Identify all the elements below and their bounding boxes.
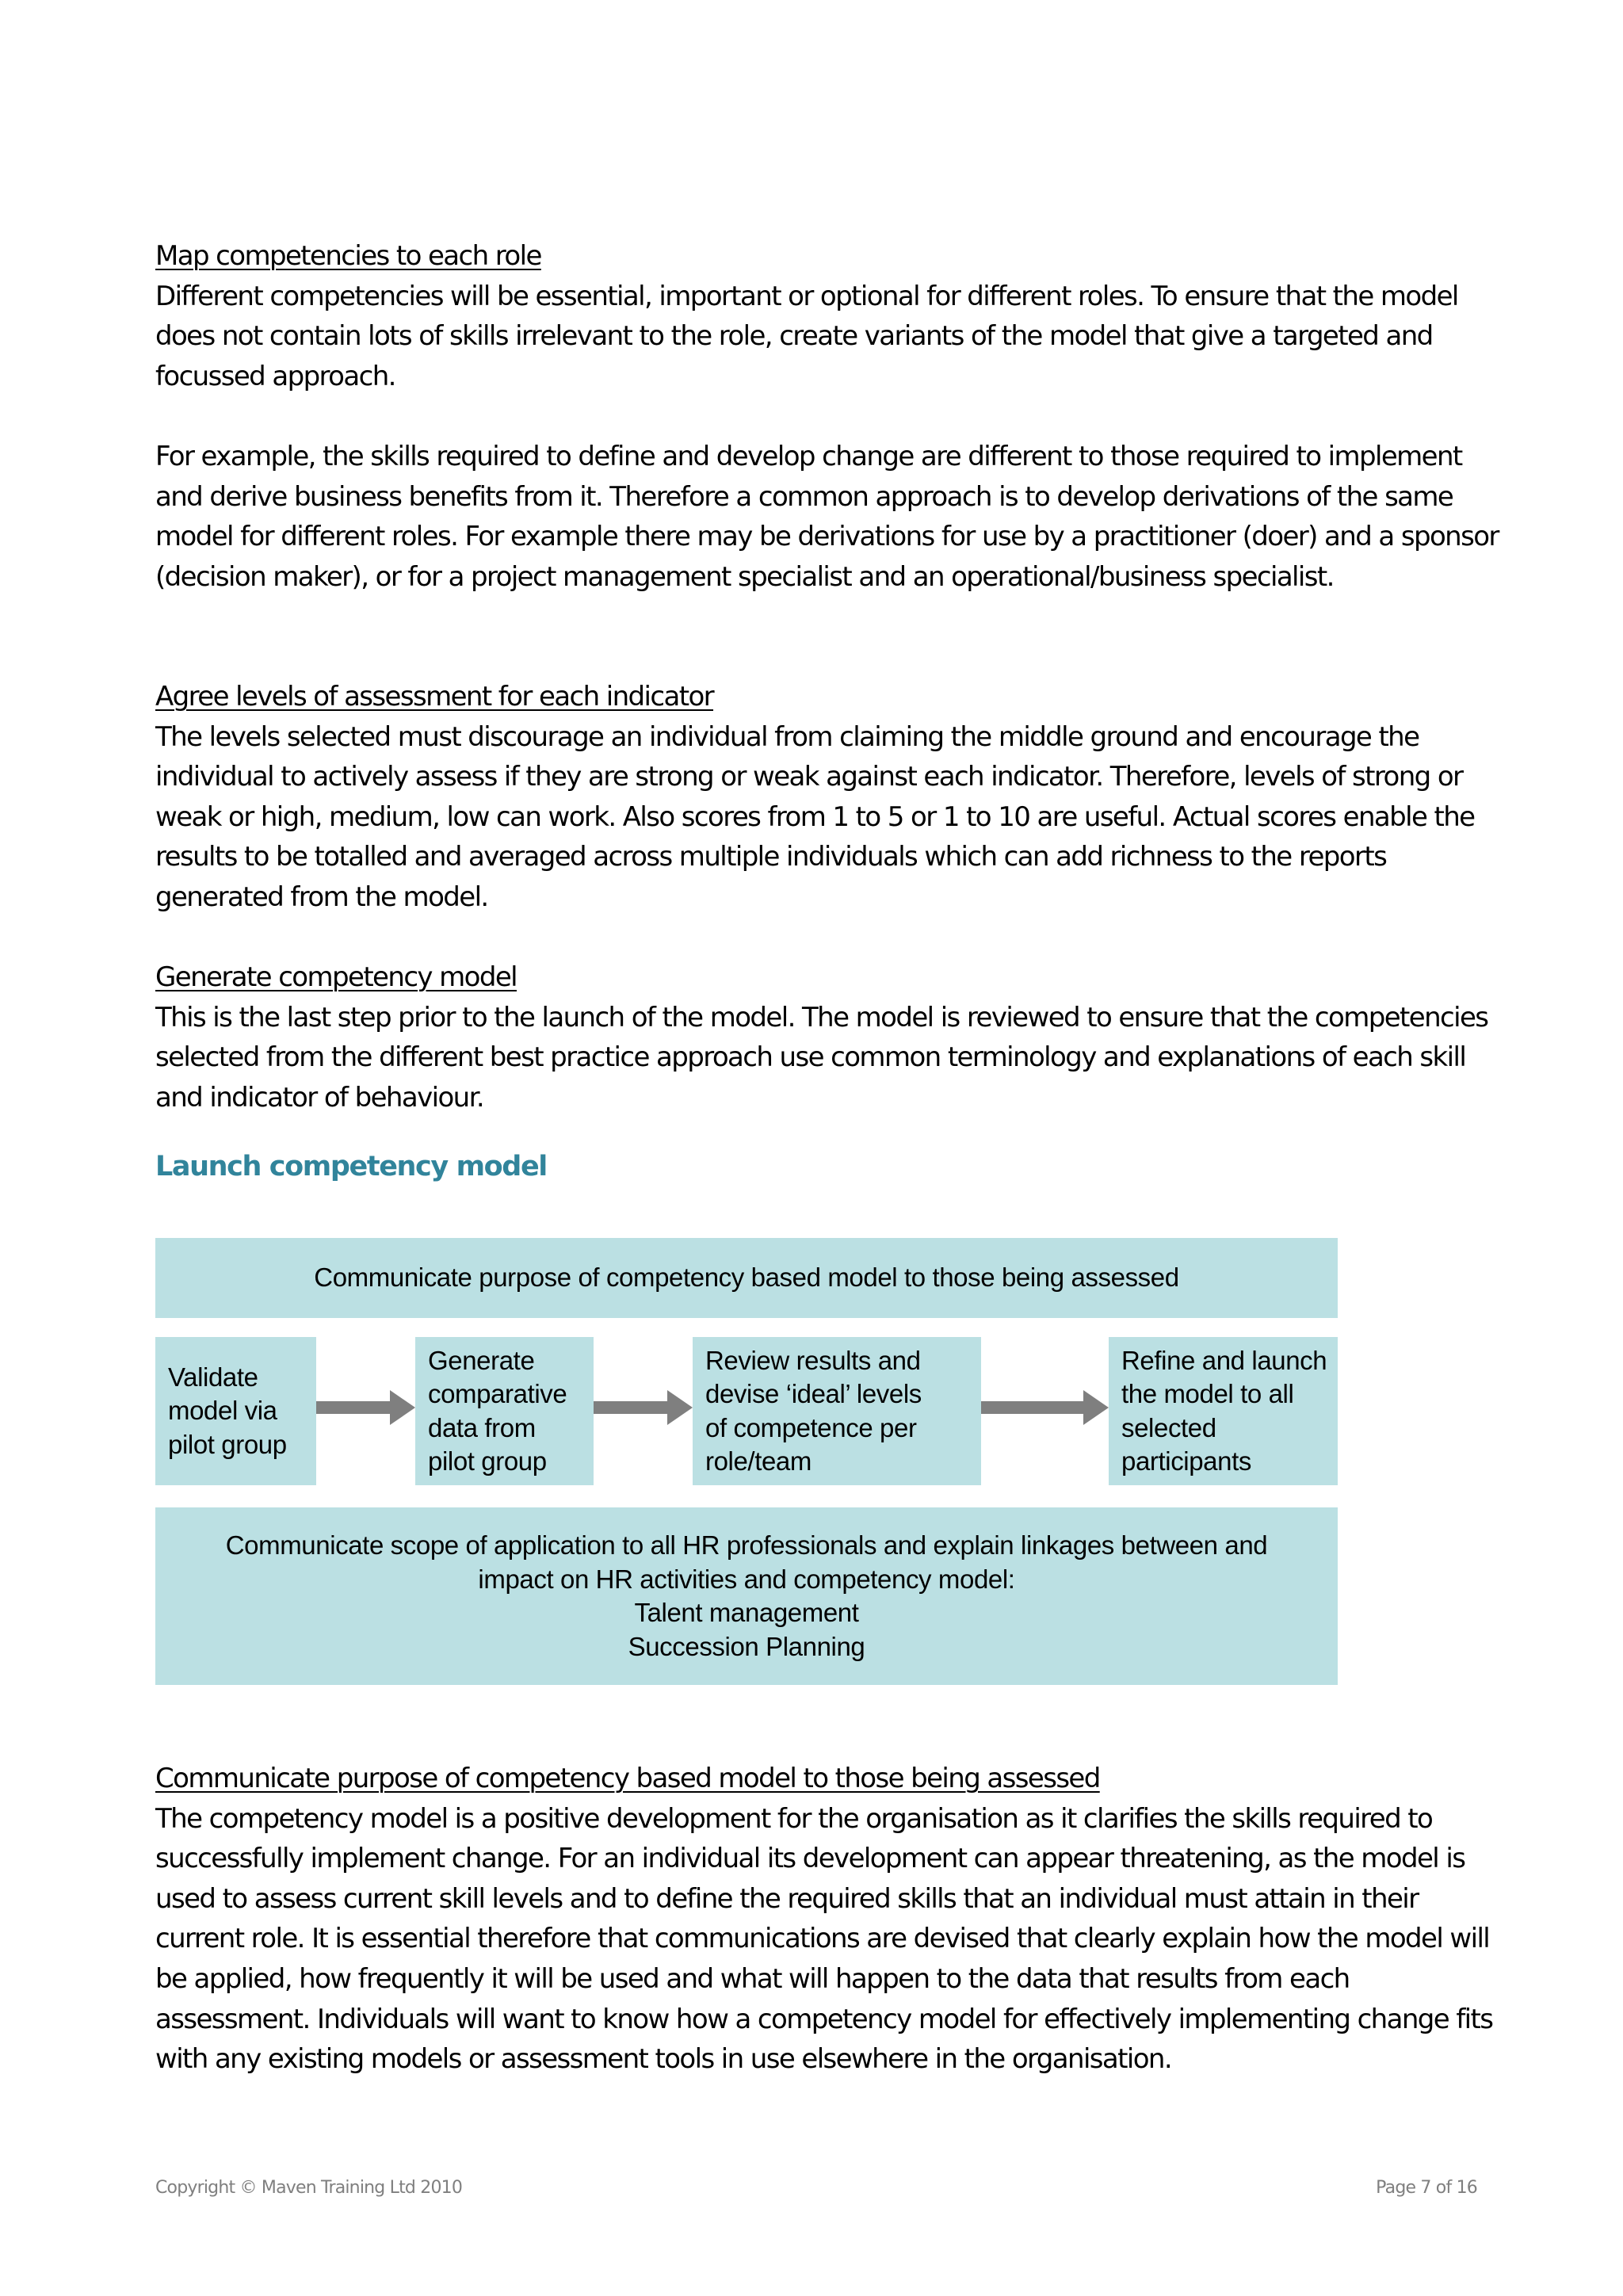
bottom-box-line: Succession Planning: [628, 1631, 865, 1661]
bottom-box-line: Communicate scope of application to all HR professionals and explain linkages between and: [225, 1530, 1268, 1560]
subheading: Generate competency model: [155, 961, 517, 993]
paragraph: This is the last step prior to the launch of the model. The model is reviewed to ensure that the competencies selected from the different best practice approach use common terminology and explanations of each skill and indicator of behaviour.: [155, 1001, 1488, 1114]
diagram-top-box: [155, 1238, 1338, 1318]
step-line: devise ‘ideal’ levels: [705, 1379, 922, 1408]
arrow-right-icon: [981, 1401, 1083, 1414]
step-line: of competence per: [705, 1412, 917, 1442]
step-line: Generate: [428, 1345, 535, 1375]
diagram-step-generate: [415, 1337, 594, 1485]
diagram-step-refine: [1109, 1337, 1338, 1485]
step-line: Refine and launch: [1121, 1345, 1327, 1375]
step-line: the model to all: [1121, 1379, 1294, 1408]
footer-copyright: Copyright © Maven Training Ltd 2010: [155, 2178, 463, 2198]
diagram-top-box-text: Communicate purpose of competency based model to those being assessed: [314, 1263, 1179, 1293]
step-line: model via: [168, 1396, 277, 1426]
step-line: role/team: [705, 1446, 812, 1476]
section-generate-model: [155, 957, 1503, 1117]
diagram-bottom-box: [155, 1507, 1338, 1685]
step-line: pilot group: [428, 1446, 547, 1476]
step-line: comparative: [428, 1379, 567, 1408]
paragraph: The levels selected must discourage an individual from claiming the middle ground and encourage the individual to actively assess if they are strong or weak against each indicator. Therefore, levels of strong or weak or high, medium, low can work. Also scores from 1 to 5 or 1 to 10 are useful. Actual scores enable the results to be totalled and averaged across multiple individuals which can add richness to the reports generated from the model.: [155, 720, 1475, 913]
step-line: participants: [1121, 1446, 1251, 1476]
subheading: Agree levels of assessment for each indicator: [155, 681, 714, 712]
step-line: data from: [428, 1412, 536, 1442]
subheading: Map competencies to each role: [155, 240, 541, 272]
bottom-box-line: impact on HR activities and competency model:: [478, 1564, 1015, 1594]
paragraph: Different competencies will be essential, important or optional for different roles. To ensure that the model does not contain lots of skills irrelevant to the role, create variants of the model that give a targeted and focussed approach.: [155, 280, 1458, 392]
step-line: Validate: [168, 1362, 258, 1392]
diagram-step-validate: [155, 1337, 316, 1485]
subheading: Communicate purpose of competency based model to those being assessed: [155, 1763, 1100, 1794]
footer-page-number: Page 7 of 16: [1376, 2178, 1477, 2198]
step-line: Review results and: [705, 1345, 921, 1375]
section-agree-levels: [155, 677, 1503, 918]
paragraph: For example, the skills required to define and develop change are different to those required to implement and derive business benefits from it. Therefore a common approach is to develop derivations of the same model for different roles. For example there may be derivations for use by a practitioner (doer) and a sponsor (decision maker), or for a project management specialist and an operational/business specialist.: [155, 440, 1499, 593]
launch-heading: Launch competency model: [155, 1151, 547, 1182]
section-map-competencies: [155, 236, 1503, 597]
section-communicate-purpose: [155, 1759, 1503, 2080]
paragraph: The competency model is a positive development for the organisation as it clarifies the skills required to successfully implement change. For an individual its development can appear threatening, as the model is used to assess current skill levels and to define the required skills that an individual must attain in their current role. It is essential therefore that communications are devised that clearly explain how the model will be applied, how frequently it will be used and what will happen to the data that results from each assessment. Individuals will want to know how a competency model for effectively implementing change fits with any existing models or assessment tools in use elsewhere in the organisation.: [155, 1802, 1493, 2076]
arrow-right-icon: [594, 1401, 667, 1414]
step-line: pilot group: [168, 1429, 287, 1459]
bottom-box-line: Talent management: [634, 1598, 859, 1627]
arrow-right-icon: [316, 1401, 390, 1414]
diagram-step-review: [693, 1337, 981, 1485]
step-line: selected: [1121, 1412, 1216, 1442]
